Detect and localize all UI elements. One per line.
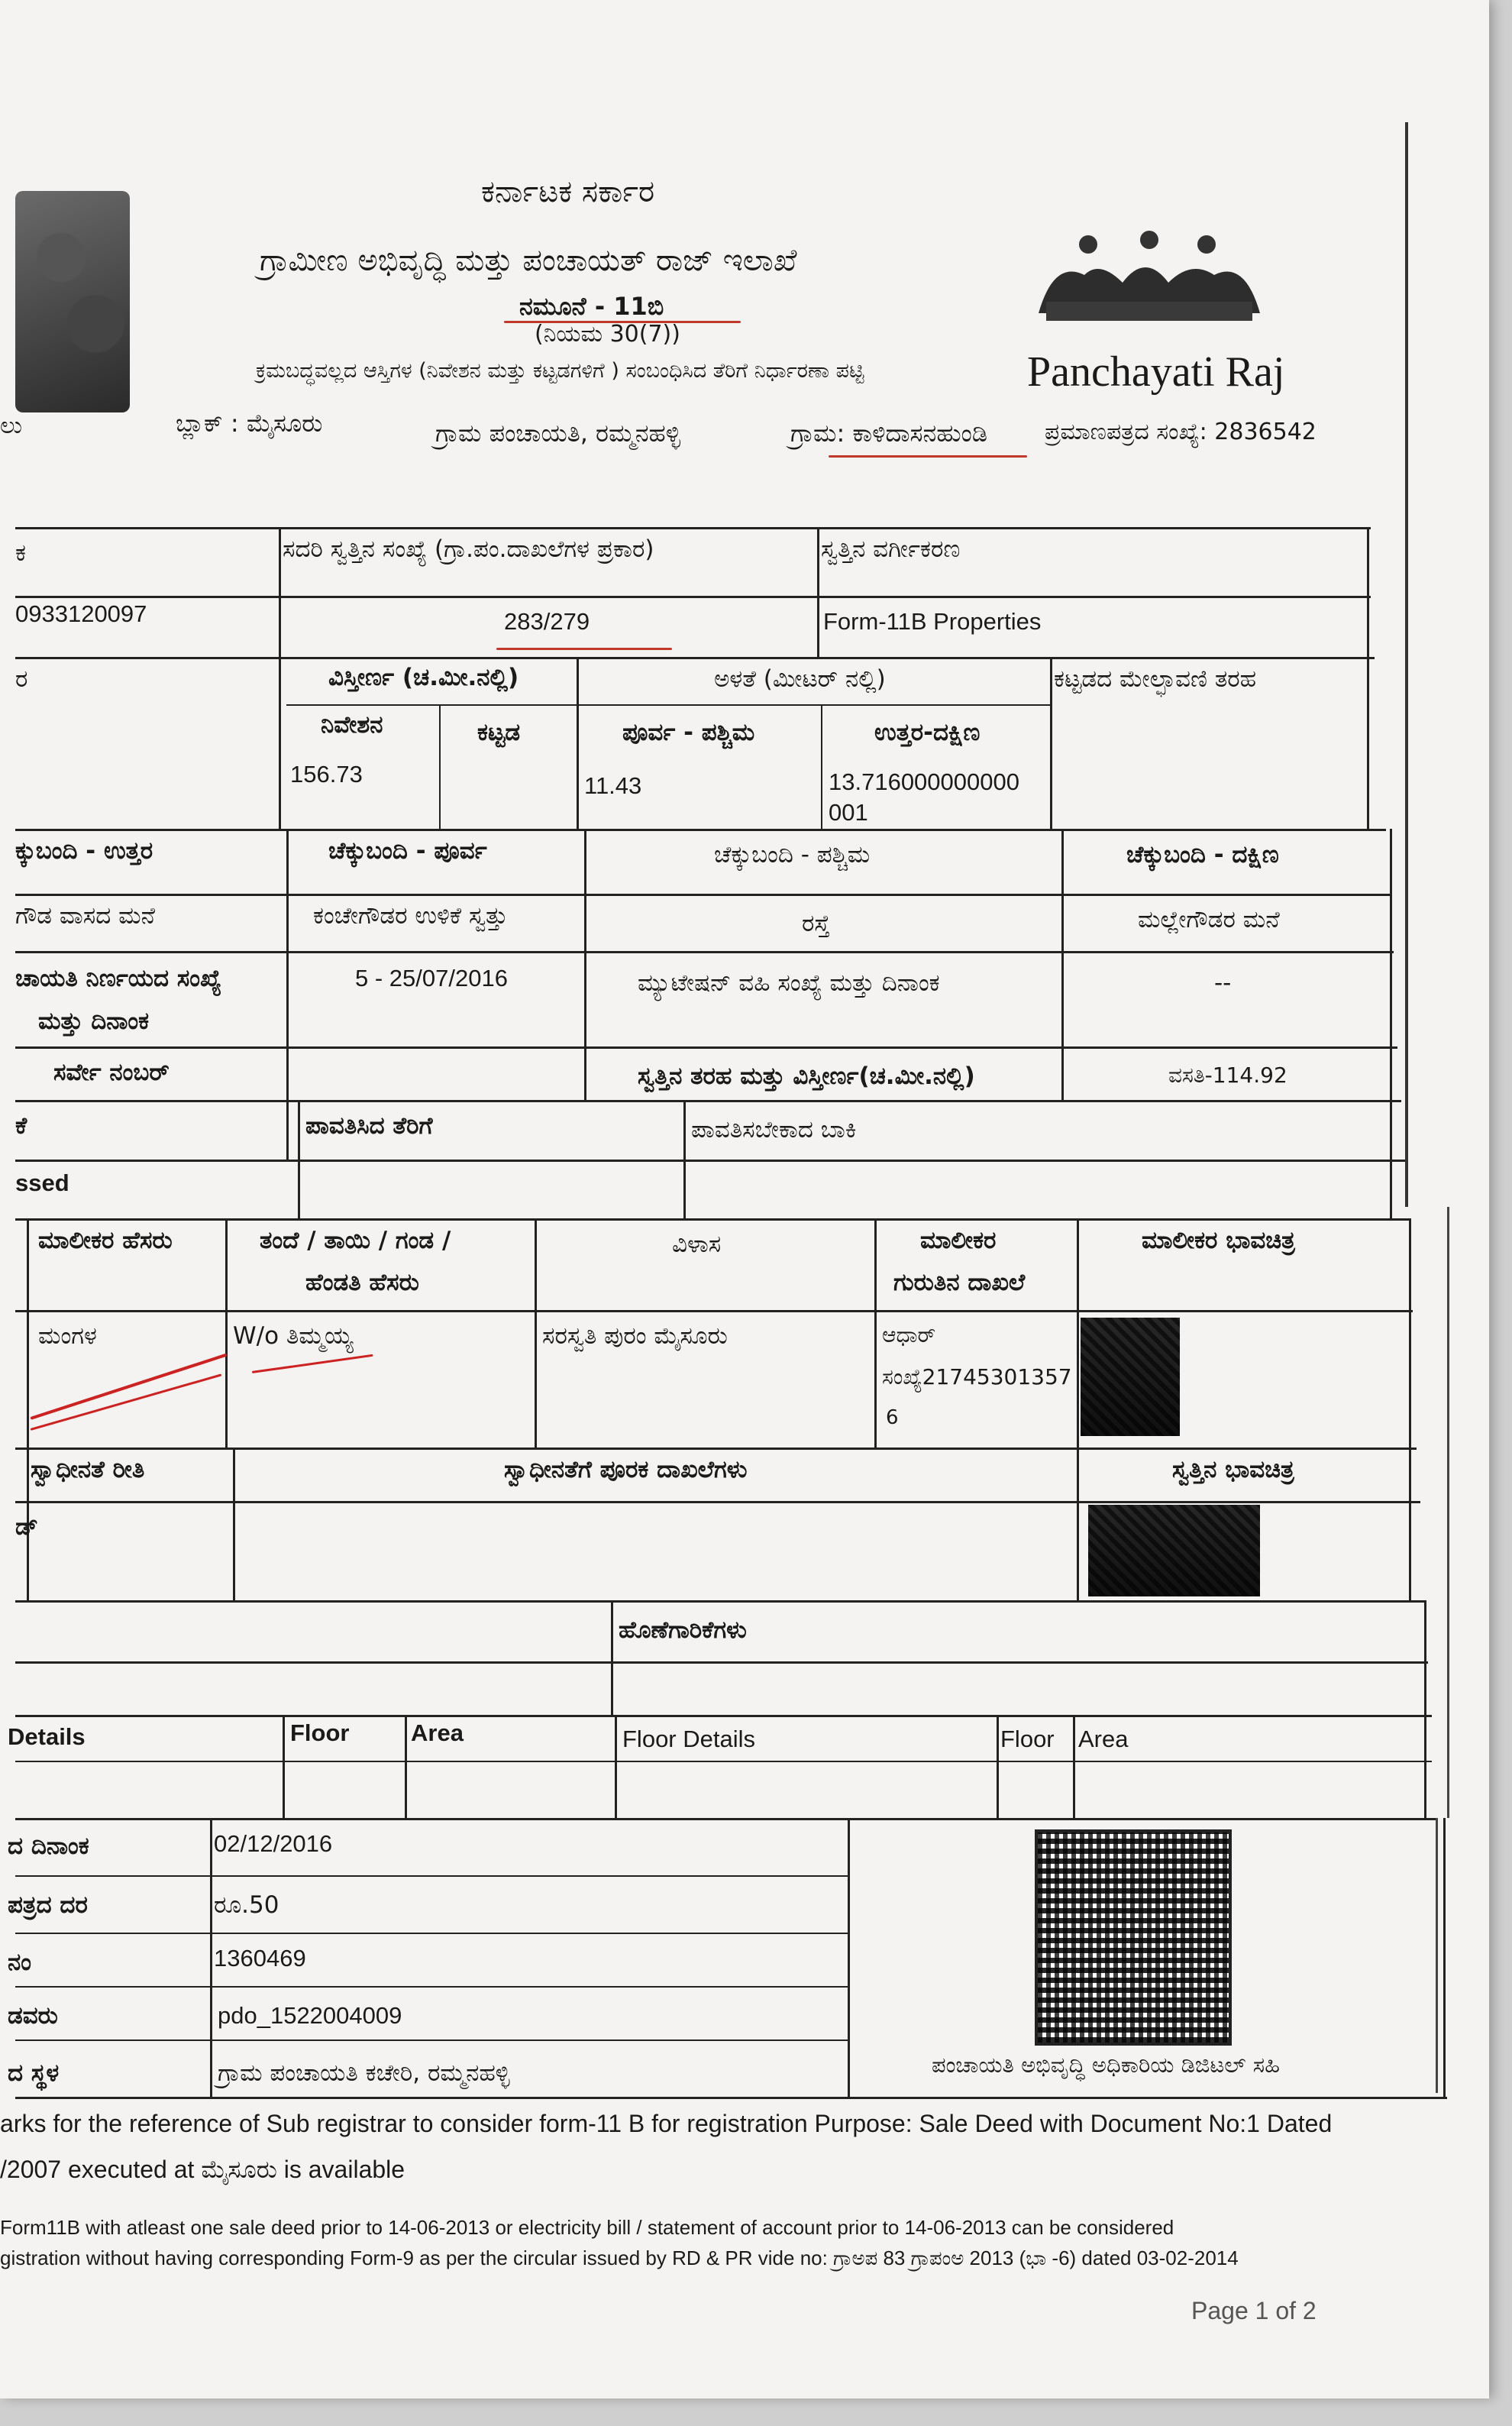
property-type-label: ಸ್ವತ್ತಿನ ತರಹ ಮತ್ತು ವಿಸ್ತೀರ್ಣ(ಚ.ಮೀ.ನಲ್ಲಿ): [638, 1063, 975, 1090]
certificate-no-value: 1360469: [214, 1945, 306, 1972]
left-label-4: ssed: [15, 1169, 69, 1196]
boundary-north-value: ಗೌಡ ವಾಸದ ಮನೆ: [15, 902, 156, 930]
boundary-south-value: ಮಲ್ಲೇಗೌಡರ ಮನೆ: [1138, 906, 1280, 933]
area-label: ವಿಸ್ತೀರ್ಣ (ಚ.ಮೀ.ನಲ್ಲಿ): [328, 664, 519, 691]
left-label-1: ಕ: [15, 539, 26, 567]
paid-tax-label: ಪಾವತಿಸಿದ ತೆರಿಗೆ: [305, 1112, 433, 1140]
digital-signature-caption: ಪಂಚಾಯತಿ ಅಭಿವೃದ್ಧಿ ಅಧಿಕಾರಿಯ ಡಿಜಿಟಲ್ ಸಹಿ: [932, 2052, 1281, 2078]
relation-value: W/o ತಿಮ್ಮಯ್ಯ: [233, 1322, 354, 1350]
govt-title: ಕರ್ನಾಟಕ ಸರ್ಕಾರ: [481, 174, 655, 209]
boundary-east-label: ಚೆಕ್ಕುಬಂದಿ - ಪೂರ್ವ: [328, 837, 487, 865]
east-west-label: ಪೂರ್ವ - ಪಶ್ಚಿಮ: [622, 719, 755, 746]
possession-docs-label: ಸ್ವಾಧೀನತೆಗೆ ಪೂರಕ ದಾಖಲೆಗಳು: [504, 1456, 748, 1483]
site-area-value: 156.73: [290, 761, 363, 788]
classification-label: ಸ್ವತ್ತಿನ ವರ್ಗೀಕರಣ: [821, 535, 961, 563]
owner-id-label: ಮಾಲೀಕರ: [920, 1227, 997, 1254]
boundary-west-label: ಚೆಕ್ಕುಬಂದಿ - ಪಶ್ಚಿಮ: [714, 841, 871, 869]
red-pen-mark: [31, 1373, 222, 1431]
remarks-line-2: /2007 executed at ಮೈಸೂರು is available: [0, 2156, 405, 2183]
owner-id-value-cont: ಸಂಖ್ಯೆ21745301357: [882, 1364, 1072, 1389]
red-pen-mark: [252, 1354, 373, 1373]
north-south-value: 13.716000000000: [829, 768, 1019, 795]
floor-label-2: Floor: [1000, 1726, 1055, 1752]
balance-label: ಪಾವತಿಸಬೇಕಾದ ಬಾಕಿ: [691, 1116, 857, 1143]
site-label: ನಿವೇಶನ: [321, 711, 383, 739]
floor-details-label-1: Details: [8, 1723, 86, 1750]
liabilities-label: ಹೊಣೆಗಾರಿಕೆಗಳು: [619, 1616, 747, 1644]
relation-label-cont: ಹೆಂಡತಿ ಹೆಸರು: [305, 1269, 419, 1296]
form-title: ನಮೂನೆ - 11ಬಿ: [519, 292, 664, 321]
page-fold-line: [1436, 1818, 1438, 2093]
rule-ref: (ನಿಯಮ 30(7)): [535, 321, 680, 348]
issued-by-value: pdo_1522004009: [218, 2002, 402, 2029]
east-west-value: 11.43: [584, 772, 642, 799]
village-name: ಗ್ರಾಮ: ಕಾಳಿದಾಸನಹುಂಡಿ: [790, 419, 987, 448]
property-photo: [1088, 1505, 1260, 1596]
building-label: ಕಟ್ಟಡ: [477, 719, 521, 746]
left-label-5: ಡ್: [15, 1513, 38, 1541]
issue-date-value: 02/12/2016: [214, 1830, 333, 1857]
property-number-value: 283/279: [504, 608, 590, 635]
owner-id-value: ಆಧಾರ್: [882, 1322, 936, 1347]
property-number-label: ಸದರಿ ಸ್ವತ್ತಿನ ಸಂಖ್ಯೆ (ಗ್ರಾ.ಪಂ.ದಾಖಲೆಗಳ ಪ್ರಕಾರ): [283, 535, 654, 563]
issue-place-label: ದ ಸ್ಥಳ: [8, 2059, 60, 2087]
resolution-label-cont: ಮತ್ತು ದಿನಾಂಕ: [38, 1008, 150, 1035]
boundary-south-label: ಚೆಕ್ಕುಬಂದಿ - ದಕ್ಷಿಣ: [1126, 841, 1279, 869]
logo-text: Panchayati Raj: [1027, 348, 1285, 396]
area-label-2: Area: [1078, 1726, 1129, 1752]
area-label-1: Area: [411, 1719, 464, 1746]
gram-panchayat: ಗ್ರಾಮ ಪಂಚಾಯತಿ, ರಮ್ಮನಹಳ್ಳಿ: [435, 419, 681, 448]
resolution-value: 5 - 25/07/2016: [355, 965, 508, 991]
left-label-2: ರ: [15, 665, 28, 693]
north-south-label: ಉತ್ತರ-ದಕ್ಷಿಣ: [874, 719, 981, 746]
property-id-value: 0933120097: [15, 600, 147, 627]
issued-by-label: ಡವರು: [8, 2002, 58, 2030]
property-photo-label: ಸ್ವತ್ತಿನ ಭಾವಚಿತ್ರ: [1172, 1456, 1294, 1483]
owner-id-label-cont: ಗುರುತಿನ ದಾಖಲೆ: [893, 1269, 1026, 1296]
left-label-3: ಕೆ: [15, 1112, 27, 1140]
address-value: ಸರಸ್ವತಿ ಪುರಂ ಮೈಸೂರು: [542, 1322, 728, 1350]
address-label: ವಿಳಾಸ: [672, 1231, 722, 1258]
property-type-value: ವಸತಿ-114.92: [1168, 1063, 1287, 1088]
left-fragment: ಲು: [0, 412, 22, 439]
classification-value: Form-11B Properties: [823, 608, 1042, 635]
page-fold-line: [1405, 122, 1408, 1207]
qr-code-icon: [1035, 1829, 1232, 2046]
red-underline: [496, 648, 672, 650]
block-name: ಬ್ಲಾಕ್ : ಮೈಸೂರು: [176, 409, 323, 438]
issue-date-label: ದ ದಿನಾಂಕ: [8, 1832, 89, 1860]
relation-label: ತಂದೆ / ತಾಯಿ / ಗಂಡ /: [260, 1227, 451, 1254]
mutation-label: ಮ್ಯುಟೇಷನ್ ವಹಿ ಸಂಖ್ಯೆ ಮತ್ತು ದಿನಾಂಕ: [638, 969, 940, 997]
boundary-east-value: ಕಂಚೇಗೌಡರ ಉಳಿಕೆ ಸ್ವತ್ತು: [313, 902, 508, 930]
panchayati-raj-logo-icon: [1023, 229, 1275, 344]
issue-place-value: ಗ್ರಾಮ ಪಂಚಾಯತಿ ಕಚೇರಿ, ರಮ್ಮನಹಳ್ಳಿ: [218, 2059, 510, 2087]
resolution-label: ಚಾಯತಿ ನಿರ್ಣಯದ ಸಂಖ್ಯೆ: [15, 965, 222, 992]
remarks-line-1: arks for the reference of Sub registrar to consider form-11 B for registration Purpose: Sale Deed with Document No:1 Dated: [0, 2110, 1333, 2137]
north-south-value-cont: 001: [829, 799, 868, 826]
possession-mode-label: ಸ್ವಾಧೀನತೆ ರೀತಿ: [31, 1456, 145, 1483]
certificate-no-label: ನಂ: [8, 1949, 31, 1976]
red-underline: [829, 455, 1027, 458]
fee-label: ಪತ್ರದ ದರ: [8, 1891, 88, 1919]
floor-label-1: Floor: [290, 1719, 350, 1746]
page-fold-line: [1447, 1207, 1449, 1818]
length-label: ಅಳತೆ (ಮೀಟರ್ ನಲ್ಲಿ): [714, 665, 886, 693]
survey-number-label: ಸರ್ವೇ ನಂಬರ್: [53, 1059, 170, 1086]
certificate-number: ಪ್ರಮಾಣಪತ್ರದ ಸಂಖ್ಯೆ: 2836542: [1045, 419, 1317, 445]
owner-name-label: ಮಾಲೀಕರ ಹೆಸರು: [38, 1227, 173, 1254]
mutation-value: --: [1214, 969, 1232, 997]
form-subtitle: ಕ್ರಮಬದ್ಧವಲ್ಲದ ಆಸ್ತಿಗಳ (ನಿವೇಶನ ಮತ್ತು ಕಟ್ಟಡಗಳಿಗೆ ) ಸಂಬಂಧಿಸಿದ ತೆರಿಗೆ ನಿರ್ಧಾರಣಾ ಪಟ್ಟಿ: [256, 359, 864, 383]
owner-photo-label: ಮಾಲೀಕರ ಭಾವಚಿತ್ರ: [1142, 1227, 1295, 1254]
remarks-line-3: Form11B with atleast one sale deed prior to 14-06-2013 or electricity bill / statement of account prior to 14-06-2013 can be considered: [0, 2216, 1174, 2239]
red-pen-mark: [30, 1354, 227, 1420]
floor-details-label-2: Floor Details: [622, 1726, 755, 1752]
owner-id-value-end: 6: [886, 1406, 899, 1429]
owner-photo: [1081, 1318, 1180, 1436]
boundary-west-value: ರಸ್ತೆ: [802, 910, 830, 937]
roof-type-label: ಕಟ್ಟಡದ ಮೇಲ್ಛಾವಣಿ ತರಹ: [1054, 665, 1257, 693]
state-emblem-icon: [15, 191, 130, 412]
page-number: Page 1 of 2: [1191, 2297, 1317, 2324]
owner-name-value: ಮಂಗಳ: [38, 1322, 97, 1350]
remarks-line-4: gistration without having corresponding Form-9 as per the circular issued by RD & PR vide no: ಗ್ರಾಅಪ 83 ಗ್ರಾಪಂಅ 2013 (ಭಾ -6) dated 03-02-2014: [0, 2246, 1239, 2269]
boundary-north-label: ಕ್ಕುಬಂದಿ - ಉತ್ತರ: [15, 837, 153, 865]
dept-title: ಗ್ರಾಮೀಣ ಅಭಿವೃದ್ಧಿ ಮತ್ತು ಪಂಚಾಯತ್ ರಾಜ್ ಇಲಾಖೆ: [260, 243, 797, 278]
fee-value: ರೂ.50: [214, 1891, 279, 1919]
